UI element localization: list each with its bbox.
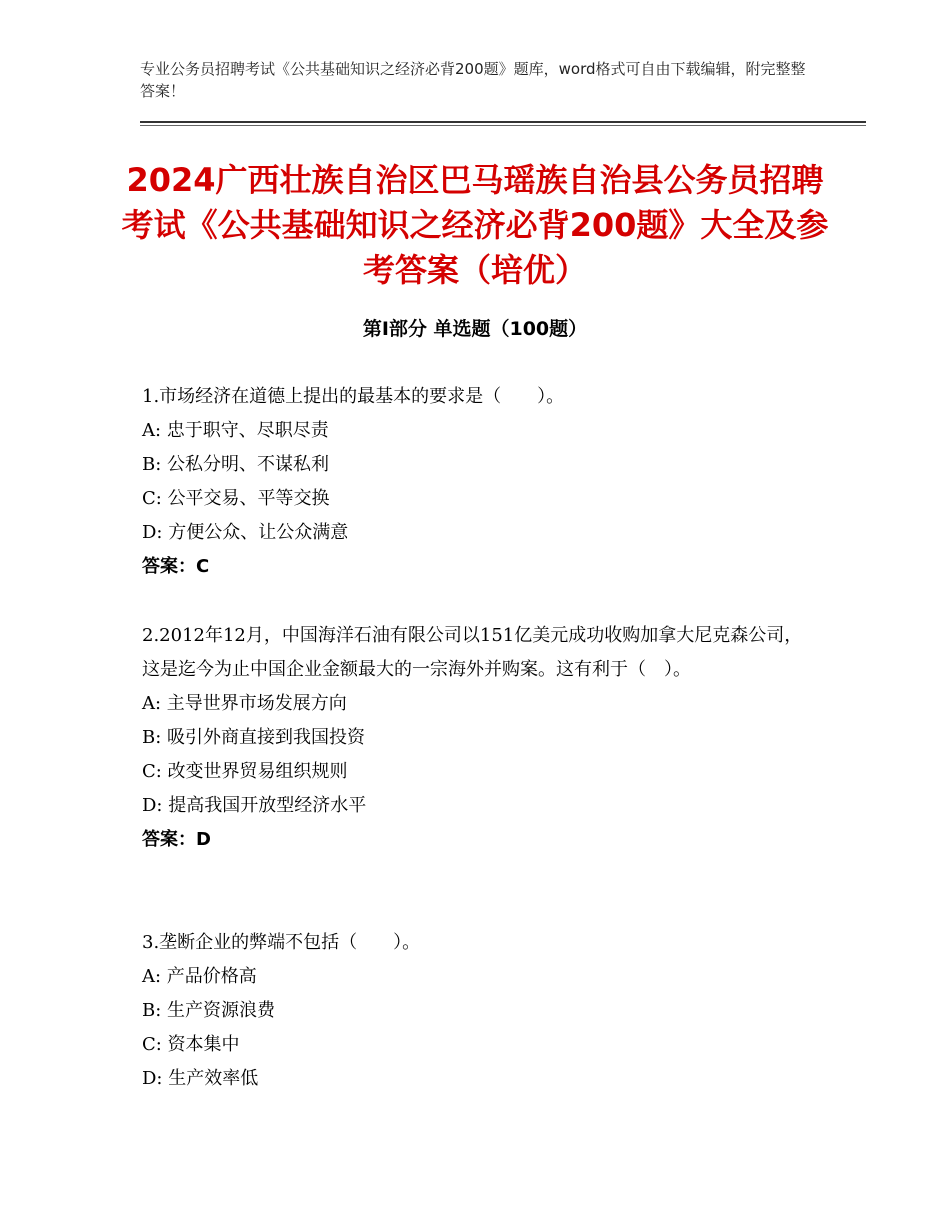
- option-a: A: 主导世界市场发展方向: [142, 693, 347, 714]
- option-b: B: 吸引外商直接到我国投资: [142, 727, 366, 748]
- question-1: [142, 380, 812, 584]
- question-stem: 2.2012年12月，中国海洋石油有限公司以151亿美元成功收购加拿大尼克森公司，这是迄今为止中国企业金额最大的一宗海外并购案。这有利于（ ）。: [142, 625, 803, 680]
- option-b: B: 生产资源浪费: [142, 1000, 276, 1021]
- option-a: A: 产品价格高: [142, 966, 257, 987]
- option-c: C: 改变世界贸易组织规则: [142, 761, 348, 782]
- option-d: D: 方便公众、让公众满意: [142, 522, 349, 543]
- question-stem: 3.垄断企业的弊端不包括（ ）。: [142, 932, 421, 953]
- option-c: C: 资本集中: [142, 1034, 240, 1055]
- question-stem: 1.市场经济在道德上提出的最基本的要求是（ ）。: [142, 386, 565, 407]
- answer-line: 答案：D: [142, 829, 211, 850]
- option-d: D: 提高我国开放型经济水平: [142, 795, 367, 816]
- question-3: [142, 926, 812, 1096]
- section-heading: 第Ⅰ部分 单选题（100题）: [362, 318, 588, 340]
- answer-line: 答案：C: [142, 556, 210, 577]
- header-note: 专业公务员招聘考试《公共基础知识之经济必背200题》题库，word格式可自由下载编辑，附完整整答案！: [140, 60, 806, 100]
- header-divider: [140, 121, 866, 123]
- option-b: B: 公私分明、不谋私利: [142, 454, 330, 475]
- option-c: C: 公平交易、平等交换: [142, 488, 330, 509]
- header-divider-thin: [140, 125, 866, 126]
- option-d: D: 生产效率低: [142, 1068, 259, 1089]
- option-a: A: 忠于职守、尽职尽责: [142, 420, 329, 441]
- document-title: 2024广西壮族自治区巴马瑶族自治县公务员招聘考试《公共基础知识之经济必背200题》大全及参考答案（培优）: [121, 161, 829, 289]
- question-2: [142, 619, 812, 857]
